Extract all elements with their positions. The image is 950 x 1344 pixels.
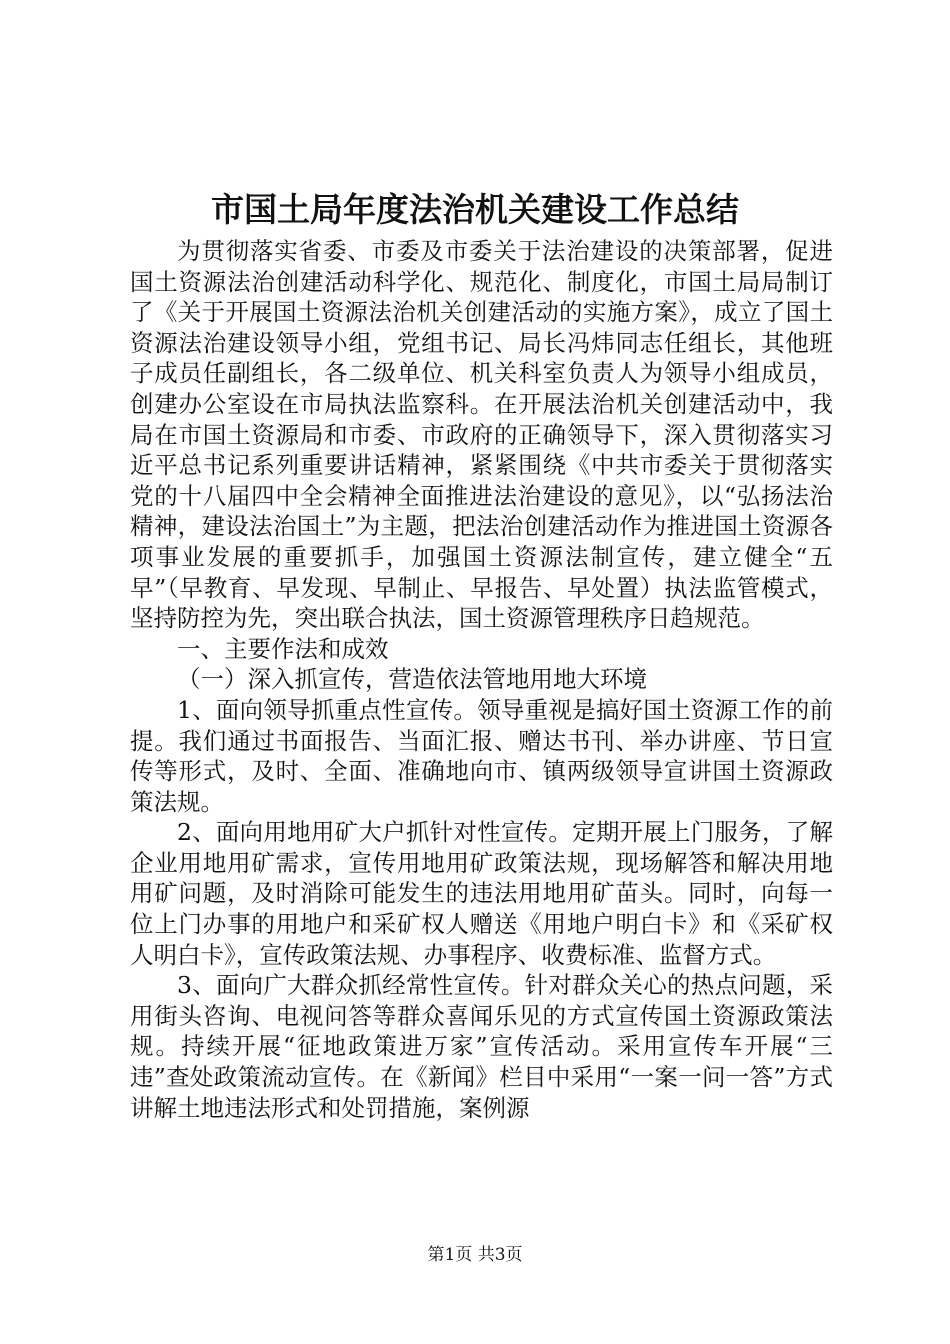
- section-heading: 一、主要作法和成效: [177, 634, 389, 663]
- paragraph-item-2: 2、面向用地用矿大户抓针对性宣传。定期开展上门服务，了解企业用地用矿需求，宣传用地用矿政策法规，现场解答和解决用地用矿问题，及时消除可能发生的违法用地用矿苗头。同时，向每一位上门办事的用地户和采矿权人赠送《用地户明白卡》和《采矿权人明白卡》，宣传政策法规、办事程序、收费标准、监督方式。: [130, 818, 833, 969]
- paragraph-item-1: 1、面向领导抓重点性宣传。领导重视是搞好国土资源工作的前提。我们通过书面报告、当面汇报、赠达书刊、举办讲座、节日宣传等形式，及时、全面、准确地向市、镇两级领导宣讲国土资源政策法规。: [130, 695, 833, 816]
- document-body: [130, 236, 833, 1123]
- subsection-heading: （一）深入抓宣传，营造依法管地用地大环境: [177, 665, 647, 694]
- paragraph-item-3: 3、面向广大群众抓经常性宣传。针对群众关心的热点问题，采用街头咨询、电视问答等群众喜闻乐见的方式宣传国土资源政策法规。持续开展“征地政策进万家”宣传活动。采用宣传车开展“三违”查处政策流动宣传。在《新闻》栏目中采用“一案一问一答”方式讲解土地违法形式和处罚措施，案例源: [130, 971, 833, 1122]
- paragraph-intro: 为贯彻落实省委、市委及市委关于法治建设的决策部署，促进国土资源法治创建活动科学化、规范化、制度化，市国土局局制订了《关于开展国土资源法治机关创建活动的实施方案》，成立了国土资源法治建设领导小组，党组书记、局长冯炜同志任组长，其他班子成员任副组长，各二级单位、机关科室负责人为领导小组成员，创建办公室设在市局执法监察科。在开展法治机关创建活动中，我局在市国土资源局和市委、市政府的正确领导下，深入贯彻落实习近平总书记系列重要讲话精神，紧紧围绕《中共市委关于贯彻落实党的十八届四中全会精神全面推进法治建设的意见》，以“弘扬法治精神，建设法治国土”为主题，把法治创建活动作为推进国土资源各项事业发展的重要抓手，加强国土资源法制宣传，建立健全“五早”（早教育、早发现、早制止、早报告、早处置）执法监管模式，坚持防控为先，突出联合执法，国土资源管理秩序日趋规范。: [130, 237, 833, 633]
- page-footer: 第1页 共3页: [427, 1245, 523, 1265]
- document-title: 市国土局年度法治机关建设工作总结: [211, 190, 739, 229]
